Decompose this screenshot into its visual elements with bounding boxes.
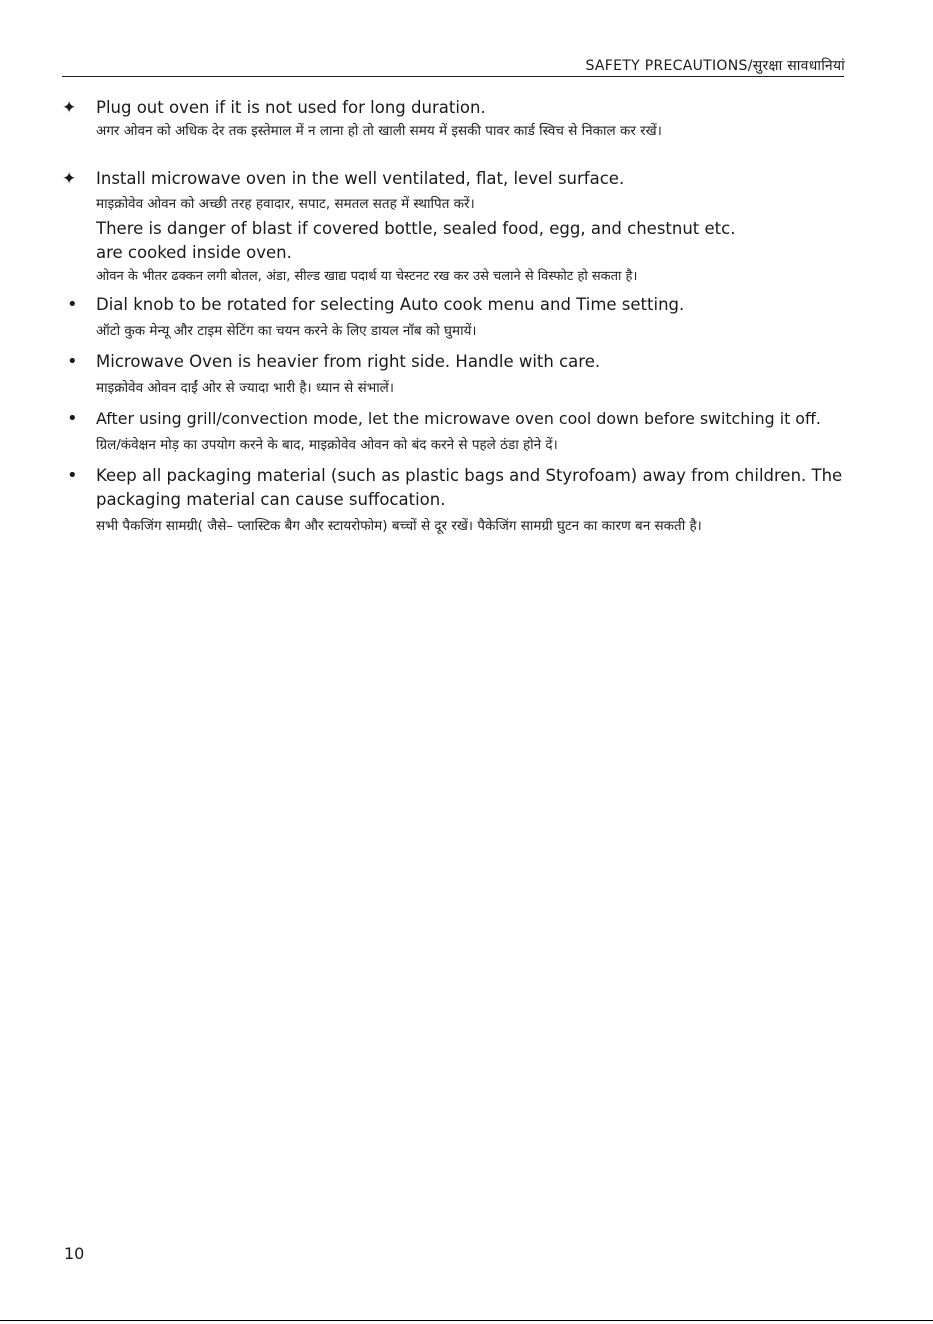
bullet-icon: •	[67, 294, 78, 315]
item-english-text-2: There is danger of blast if covered bottle, sealed food, egg, and chestnut etc. are cooked inside oven.	[96, 219, 736, 262]
item-english-text: Plug out oven if it is not used for long duration.	[96, 98, 486, 117]
page-number: 10	[64, 1244, 85, 1263]
item-english-text: Keep all packaging material (such as plastic bags and Styrofoam) away from children. The packaging material can cause suffocation.	[96, 466, 843, 509]
bullet-icon: •	[67, 351, 78, 372]
item-english-text: Dial knob to be rotated for selecting Auto cook menu and Time setting.	[96, 295, 685, 314]
header-rule	[62, 76, 844, 77]
item-hindi-text: अगर ओवन को अधिक देर तक इस्तेमाल में न लाना हो तो खाली समय में इसकी पावर कार्ड स्विच से निकाल कर रखें।	[96, 123, 662, 139]
item-english-text: Microwave Oven is heavier from right side. Handle with care.	[96, 352, 601, 371]
header-title: SAFETY PRECAUTIONS	[585, 58, 748, 74]
item-english-text: Install microwave oven in the well ventilated, flat, level surface.	[96, 169, 625, 188]
item-english-text: After using grill/convection mode, let the microwave oven cool down before switching it off.	[96, 409, 821, 428]
item-hindi-text-2: ओवन के भीतर ढक्कन लगी बोतल, अंडा, सील्ड खाद्य पदार्थ या चेस्टनट रख कर उसे चलाने से विस्फोट हो सकता है।	[96, 269, 638, 284]
bottom-rule	[0, 1320, 933, 1321]
star-bullet-icon: ✦	[62, 169, 77, 189]
bullet-icon: •	[67, 408, 78, 429]
bullet-icon: •	[67, 465, 78, 486]
star-bullet-icon: ✦	[62, 98, 77, 118]
item-hindi-text: माइक्रोवेव ओवन को अच्छी तरह हवादार, सपाट, समतल सतह में स्थापित करें।	[96, 196, 475, 212]
item-hindi-text: ऑटो कुक मेन्यू और टाइम सेटिंग का चयन करने के लिए डायल नॉब को घुमायें।	[96, 323, 477, 339]
header-title-hindi: /सुरक्षा सावधानियां	[747, 58, 845, 74]
item-hindi-text: ग्रिल/कंवेक्षन मोड़ का उपयोग करने के बाद, माइक्रोवेव ओवन को बंद करने से पहले ठंडा होने दें।	[96, 437, 558, 453]
page-header	[0, 56, 845, 75]
item-hindi-text: सभी पैकजिंग सामग्री( जैसे– प्लास्टिक बैग और स्टायरोफोम) बच्चों से दूर रखें। पैकेजिंग सामग्री घुटन का कारण बन सकती है।	[96, 518, 702, 534]
item-hindi-text: माइक्रोवेव ओवन दाईं ओर से ज्यादा भारी है। ध्यान से संभालें।	[96, 380, 394, 396]
